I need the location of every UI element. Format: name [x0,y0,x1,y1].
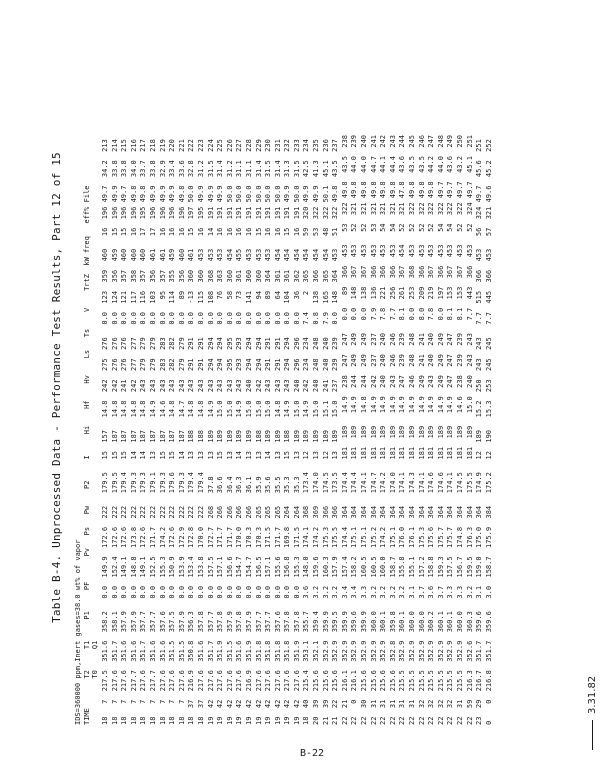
table-row: 22 59 216.3 352.6 360.3 3.2 159.5 176.3 364 175.5 181 189 15.0 240 243 243 7.7 443 366 453 52 324 49.7 45.1 251 [465,134,474,725]
table-row: 18 7 217.5 351.6 358.2 0.0 149.9 172.6 222 179.5 15 157 14.8 242 275 276 0.0 123 359 460 16 196 49.7 34.2 213 [101,139,109,725]
rotated-table-region [50,50,520,725]
stamp-text-wrapper [582,520,604,750]
table-row: 18 7 217.6 351.6 357.9 0.0 149.1 172.6 222 179.4 15 187 14.8 241 276 276 0.0 121 357 460 15 196 49.7 33.8 215 [120,139,129,725]
column-header-line-1: TIME T2 T1 P1 PF Pv Ps Pw P2 I Hi Hf Hv Ls Ts V TrtZ kW freq eff% File [83,185,91,725]
table-row: 19 42 217.6 351.8 357.8 0.0 156.8 169.8 264 35.3 15 188 14.9 243 294 294 0.0 104 361 454 15 191 49.9 31.3 232 [283,139,292,725]
stamp-underline [592,720,593,750]
table-row: 19 42 217.6 351.9 357.8 0.0 155.3 171.5 264 35.3 13 189 15.0 240 296 296 0.0 36 362 454 16 191 50.0 31.5 233 [292,139,301,725]
table-row: 22 32 215.5 352.9 360.1 3.7 159.3 175.7 364 174.6 181 189 14.9 249 249 249 0.0 197 366 453 54 322 49.7 44.0 248 [436,134,445,725]
table-row: 18 37 217.6 351.6 357.8 0.0 153.8 170.0 222 179.4 13 188 14.8 243 291 291 0.0 115 360 453 16 195 49.9 31.2 223 [196,139,205,725]
data-rows [101,50,494,725]
table-row: 19 42 217.6 351.6 357.8 0.0 154.7 170.0 266 36.3 14 189 14.9 243 293 293 0.0 73 361 455 16 191 50.0 31.1 227 [235,139,244,725]
table-row: 22 21 216.1 352.9 359.9 3.4 157.4 174.4 364 174.4 181 189 14.9 238 247 247 0.0 89 366 453 53 322 49.8 43.5 238 [340,134,349,725]
table-row: 19 42 217.6 351.8 357.7 0.0 157.1 171.5 265 35.6 14 189 15.0 243 291 291 0.0 89 364 453 16 191 50.0 31.5 230 [264,139,273,725]
table-row: 18 40 215.4 353.1 355.7 3.6 148.0 174.1 368 173.4 12 189 14.9 242 234 234 7.4 2 365 454 59 320 49.9 42.5 234 [302,139,311,725]
table-row: 18 7 217.7 351.6 357.9 0.0 148.8 173.8 222 179.3 14 187 14.8 242 277 277 0.0 117 358 460 16 196 49.8 34.0 216 [129,139,138,725]
table-row: 22 32 215.5 352.9 360.0 3.7 157.2 175.3 364 174.1 181 189 14.9 249 241 241 8.0 209 366 453 52 322 49.8 43.5 246 [417,134,426,725]
table-row: 22 31 215.6 352.8 359.8 3.2 158.7 175.1 364 174.0 181 189 14.9 243 246 246 7.7 256 366 453 54 321 49.8 44.4 243 [388,134,397,725]
stamp-region [582,520,604,750]
table-row: 18 7 217.6 351.6 357.6 0.0 155.3 174.2 222 179.3 15 187 14.6 243 283 283 0.0 95 357 461 16 196 49.9 32.9 219 [158,139,167,725]
table-row: 19 42 216.9 351.9 357.9 0.0 154.7 170.3 266 36.1 13 189 15.0 240 294 294 0.0 141 360 453 16 191 50.0 31.1 228 [244,139,253,725]
test-conditions-header: IDS=360000 ppm,Inert gases=38.0 wt% of vapor [74,539,82,725]
table-row: 22 32 215.5 352.9 360.2 3.6 158.8 175.6 364 174.6 181 189 14.9 243 240 240 7.8 219 367 453 52 322 49.8 44.2 247 [427,134,436,725]
stamp-date: 3.31.82 [587,675,598,714]
table-row: 21 22 215.6 352.9 359.5 3.2 157.9 175.5 366 173.5 13 189 15.0 237 239 239 0.0 148 364 453 51 322 49.8 43.5 237 [331,139,340,725]
page-number: B-22 [300,748,325,759]
table-row: 19 42 217.6 351.5 357.9 0.0 156.6 171.7 266 36.4 13 189 15.0 243 295 295 0.0 58 360 454 16 191 50.0 31.2 226 [225,139,234,725]
table-row: 22 30 215.6 352.9 359.9 3.3 160.5 175.1 364 174.1 181 189 14.8 244 249 249 0.0 138 367 453 52 321 49.8 44.0 240 [360,134,369,725]
table-title: Table B-4. Unprocessed Data - Performance Test Results, Part 12 of 15 [50,152,63,623]
table-row: 22 31 215.6 352.9 360.1 3.2 160.0 174.2 364 174.2 181 189 14.9 240 240 240 7.8 221 366 453 54 321 49.8 44.1 242 [379,134,388,725]
table-row: 22 0 216.1 352.9 359.6 3.4 158.2 175.1 364 174.4 181 189 14.9 244 249 249 0.0 148 367 453 52 321 49.8 44.0 239 [350,134,359,725]
table-row: 22 31 215.6 352.9 360.0 3.2 160.5 175.2 364 174.7 181 189 14.9 242 237 237 7.9 136 366 453 53 321 49.8 44.7 241 [369,134,378,725]
table-row: 19 42 217.6 351.9 357.8 0.0 157.1 171.7 266 36.6 15 189 15.0 243 294 294 0.0 76 363 453 16 191 49.9 31.4 225 [216,139,225,725]
table-row: 18 7 217.6 351.5 357.9 0.0 153.9 172.9 222 179.3 14 187 14.7 243 279 279 0.0 89 356 460 16 196 49.8 33.6 221 [177,139,186,725]
rotated-table-content [50,50,520,725]
table-row: 22 31 215.5 352.9 360.1 3.2 155.8 176.0 364 174.1 181 189 14.9 247 239 239 8.1 261 367 454 52 321 47.8 43.6 244 [398,134,407,725]
table-row: 22 32 215.5 352.9 360.1 3.3 157.5 175.7 364 174.1 181 189 14.9 247 247 247 8.1 153 367 453 54 322 49.7 43.6 249 [446,134,455,725]
table-row: 22 31 215.5 352.9 360.0 3.3 156.7 174.8 364 174.5 181 189 14.6 238 239 239 8.1 153 367 453 52 322 49.7 43.2 250 [455,134,464,725]
table-row: 21 39 215.6 352.9 359.9 3.2 160.3 175.3 366 174.5 12 189 15.1 241 240 240 7.9 165 365 454 48 322 50.1 45.1 236 [321,139,330,725]
table-row: 18 7 217.6 351.5 357.5 0.0 150.9 172.6 222 179.6 15 187 14.8 243 282 282 0.0 114 355 459 16 196 49.9 33.4 220 [168,139,177,725]
table-row: 18 7 217.7 351.6 357.7 0.0 152.5 171.7 222 179.1 13 187 14.9 243 279 279 0.0 103 356 461 17 196 49.9 33.8 218 [148,139,157,725]
table-row: 19 42 217.6 351.8 357.6 0.0 155.6 171.7 265 35.5 13 189 14.8 243 291 291 0.0 64 361 454 16 191 50.0 31.4 231 [273,139,282,725]
column-header-line-2: T0 Q1 [91,640,99,725]
table-row: 18 7 217.6 351.7 358.1 0.0 152.4 172.6 222 179.5 15 187 14.8 242 276 276 0.0 124 356 459 15 196 49.9 33.8 214 [110,139,119,725]
table-row: 22 31 215.5 352.9 360.0 3.1 155.1 176.1 364 174.3 181 189 14.9 246 248 248 0.0 253 368 453 52 322 49.8 43.5 245 [408,134,416,725]
table-row: 18 37 216.9 350.8 356.3 0.0 153.4 172.8 222 179.4 13 188 14.8 243 291 291 0.0 -13 360 461 15 197 50.0 32.8 222 [187,139,196,725]
table-row: 19 42 217.6 351.7 357.7 0.0 157.5 172.7 268 37.8 13 189 14.9 243 294 294 0.0 108 368 453 14 191 49.9 31.5 224 [206,139,215,725]
table-row: 19 42 217.6 351.8 357.7 0.0 156.5 170.3 265 35.9 13 188 15.0 242 294 294 0.0 94 360 453 15 191 50.0 31.4 229 [254,139,263,725]
table-row: 18 7 217.6 351.7 357.7 0.0 149.1 172.6 222 179.3 14 187 14.8 243 279 279 0.0 116 357 460 17 195 49.8 33.7 217 [139,139,148,725]
table-row: 0 0 216.8 351.7 359.6 3.0 158.7 175.9 384 175.2 12 190 15.3 253 245 245 7.7 445 366 453 57 321 49.6 45.2 252 [484,139,493,725]
table-row: 20 39 215.6 352.1 359.4 3.2 159.6 174.2 369 174.0 13 189 15.0 240 248 248 0.8 138 366 454 53 322 49.9 41.3 235 [312,139,321,725]
table-row: 23 29 216.7 351.7 359.6 3.1 159.0 175.0 364 174.9 12 189 15.2 250 243 243 7.7 515 366 453 56 324 49.7 45.6 251 [475,139,484,725]
